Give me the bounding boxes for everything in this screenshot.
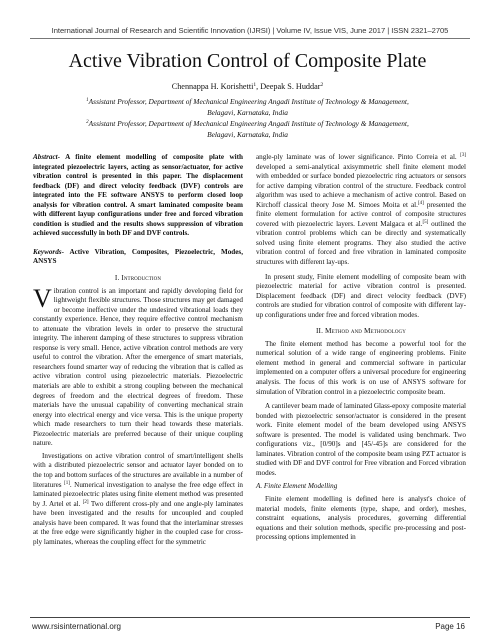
author-separator: , [256,82,261,91]
page-number: Page 16 [435,622,465,631]
paragraph-text: outlined the vibration control problems which can be directly and systematically solved using finite element programs. They also studied the active vibration control of forced and free vibration in laminated composite structures with different lay-ups. [256,219,466,267]
citation: [2] [82,499,89,505]
body-paragraph [256,153,466,268]
author-line [0,82,495,91]
affiliation-line [0,118,495,130]
citation: [1] [64,480,70,486]
section-number: II. [316,326,325,336]
body-paragraph: Finite element modelling is defined here is analyst's choice of material models, finite elements (type, shape, and order), meshes, constraint equations, analysis procedures, governing differential equations and their solution methods, specific pre-processing and post-processing options implemented in [256,495,466,542]
subsection-heading: A. Finite Element Modelling [256,481,338,490]
section-number: I. [114,273,122,283]
affiliation-line: Belagavi, Karnataka, India [207,107,288,117]
section-heading-method [256,326,466,336]
paragraph-text: angle-ply laminate was of lower significance. Pinto Correia et al. [256,153,461,161]
affiliation-line [0,96,495,108]
section-heading-introduction [33,273,243,283]
keywords [33,248,243,267]
drop-cap: V [33,283,52,313]
citation: [5] [422,219,429,225]
paragraph-text: Investigations on active vibration control of smart/intelligent shells with a distributed piezoelectric sensor and actuator layer bonded on to the top and bottom surfaces of the structures are available in a number of literatures [33,451,243,489]
affiliation [0,118,495,140]
body-paragraph: A cantilever beam made of laminated Glass-epoxy composite material bonded with piezoelectric sensor/actuator is considered in the present work. Finite element model of the beam developed using ANSYS software is presented. The model is validated using benchmark. Two configurations viz., [0/90]s and [45/-45]s are considered for the laminates. Vibration control of the composite beam using PZT actuator is studied with DF and DVF control for Free vibration and Forced vibration modes. [256,402,466,477]
header-divider [30,38,470,39]
abstract-label: Abstract- [33,153,60,161]
affiliation-line: Belagavi, Karnataka, India [207,129,288,139]
citation: [4] [417,200,424,206]
footer-divider [30,617,470,618]
affiliation-text: Assistant Professor, Department of Mechanical Engineering Angadi Institute of Technology & Management, [88,119,409,128]
paragraph-text: presented the finite element formulation for active control of composite structures covered with piezoelectric layers. Levent Malgaca et al. [256,200,466,228]
body-paragraph: In present study, Finite element modelling of composite beam with piezoelectric material for active vibration control is presented. Displacement feedback (DF) and direct velocity feedback (DVF) controls are studied for vibration control of composite with different lay-up configurations under free and forced vibration modes. [256,272,466,319]
affiliation [0,96,495,118]
paper-title: Active Vibration Control of Composite Plate [68,50,427,72]
keywords-label: Keywords- [33,247,64,256]
journal-header: International Journal of Research and Scientific Innovation (IJRSI) | Volume IV, Issue VIS, June 2017 | ISSN 2321–2705 [51,26,449,35]
intro-paragraph [33,452,243,547]
paragraph-text: developed a semi-analytical axisymmetric shell finite element model with embedded or surface bonded piezoelectric ring actuators or sensors for active damping vibration control of the structure. Feedback control algorithm was used to achieve a mechanism of active control. Based on Kirchoff classical theory Jose M. Simoes Moita et al. [256,162,466,209]
body-paragraph: The finite element method has become a powerful tool for the numerical solution of a wide range of engineering problems. Finite element method in general and commercial software in particular implemented on a computer offers a universal procedure for engineering analysis. The focus of this work is on use of ANSYS software for simulation of Vibration control in a piezoelectric composite beam. [256,339,466,396]
left-column [33,153,243,547]
author-name: Deepak S. Huddar [260,82,321,91]
paragraph-text: Two different cross-ply and one angle-ply laminates have been investigated and the results for uncoupled and coupled analysis have been compared. It was found that the interlaminar stresses at the free edge were significantly higher in the coupled case for cross-ply laminates, whereas the coupling effect for the symmetric [33,499,243,546]
affiliation-superscript: 1 [86,98,89,103]
right-column [256,153,466,543]
paragraph-text: ibration control is an important and rapidly developing field for lightweight flexible structures. Those structures may get damaged or become ineffective under the undesired vibrational loads they constantly experience. Hence, they require effective control mechanism to attenuate the vibration levels in order to preserve the structural integrity. The inherent damping of these structures to suppress vibration response is very small. Hence, active vibration control methods are very useful to control the vibration. After the emergence of smart materials, researchers found smarter way of reducing the vibration that is called as active vibration control using piezoelectric materials. Piezoelectric materials are able to exhibit a strong coupling between the mechanical degrees of freedom and the electrical degrees of freedom. These materials have the unusual capability of converting mechanical strain energy into electrical energy and vice versa. This is the unique property which made researchers to turn their head towards these materials. Piezoelectric materials are preferred because of their unique coupling nature. [33,286,243,448]
affiliation-superscript: 2 [86,120,89,125]
author-superscript: 2 [320,82,324,88]
affiliation-text: Assistant Professor, Department of Mechanical Engineering Angadi Institute of Technology & Management, [88,97,409,106]
section-title: Method and Methodology [324,326,406,336]
keywords-text: Active Vibration, Composites, Piezoelectric, Modes, ANSYS [33,247,243,266]
intro-paragraph [33,283,243,449]
author-superscript: 1 [253,82,257,88]
paragraph-text: . Numerical investigation to analyse the free edge effect in laminated piezoelectric plates using finite element method was presented by J. Artel et al. [33,480,244,508]
citation: [3] [460,153,466,158]
abstract [33,153,243,239]
section-title: Introduction [121,273,162,283]
footer-url[interactable]: www.rsisinternational.org [32,622,121,631]
author-name: Chennappa H. Korishetti [171,82,254,91]
abstract-text: A finite element modelling of composite plate with integrated piezoelectric layers, acting as sensor/actuator, for active vibration control is presented in this paper. The displacement feedback (DF) and direct velocity feedback (DVF) controls are integrated into the FE software ANSYS to perform closed loop analysis for vibration control. A smart laminated composite beam with different layup configurations under free and forced vibration condition is studied and the results shows suppression of vibration achieved successfully in both DF and DVF controls. [33,153,243,238]
